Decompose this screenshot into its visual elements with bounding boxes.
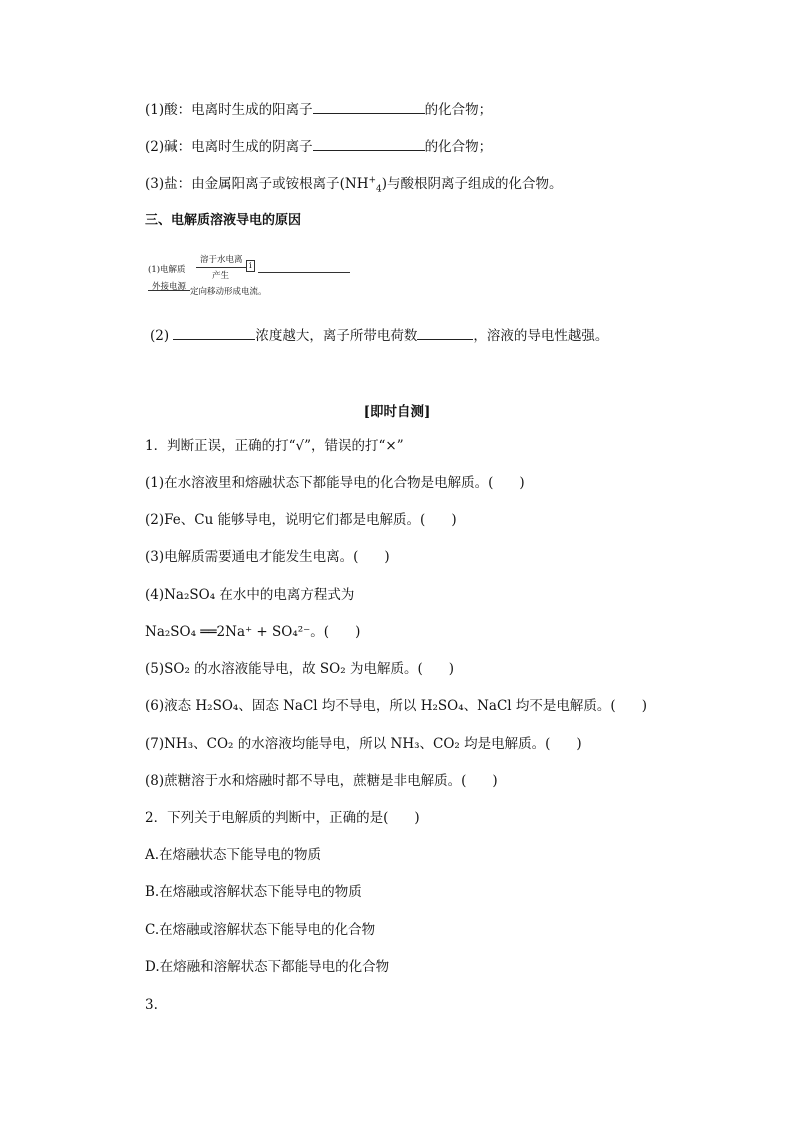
diagram-box: ⅰ bbox=[246, 260, 255, 272]
q1-item-3-text: (3)电解质需要通电才能发生电离。( bbox=[145, 549, 359, 565]
def-acid-suffix: 的化合物； bbox=[424, 102, 493, 118]
q1-item-3 bbox=[145, 548, 390, 566]
def-salt-text-b: )与酸根阴离子组成的化合物。 bbox=[381, 176, 563, 192]
close-paren: ) bbox=[451, 512, 457, 528]
def-salt-sup: + bbox=[368, 175, 377, 186]
section3-heading: 三、电解质溶液导电的原因 bbox=[145, 213, 302, 228]
q1-item-4 bbox=[145, 586, 354, 604]
diagram-tail: 定向移动形成电流。 bbox=[190, 287, 267, 297]
q1-item-7 bbox=[145, 735, 582, 753]
q2-option-d[interactable]: D.在熔融和溶解状态下都能导电的化合物 bbox=[145, 959, 390, 975]
def-base-prefix: (2)碱：电离时生成的阴离子 bbox=[145, 139, 313, 155]
blank-acid[interactable] bbox=[313, 100, 425, 114]
item2-mid: 浓度越大，离子所带电荷数 bbox=[255, 328, 418, 344]
diagram-blank-line[interactable] bbox=[258, 272, 350, 273]
q2-option-b[interactable]: B.在熔融或溶解状态下能导电的物质 bbox=[145, 884, 362, 900]
q1-item-1-text: (1)在水溶液里和熔融状态下都能导电的化合物是电解质。( bbox=[145, 475, 494, 491]
close-paren: ) bbox=[414, 810, 420, 826]
def-salt-text-a: (3)盐：由金属阳离子或铵根离子(NH bbox=[145, 176, 369, 192]
q2-stem-text: 2．下列关于电解质的判断中，正确的是( bbox=[145, 810, 389, 826]
def-salt bbox=[145, 175, 563, 193]
close-paren: ) bbox=[448, 661, 454, 677]
close-paren: ) bbox=[355, 624, 361, 640]
diagram-arrow1 bbox=[196, 267, 246, 268]
q1-item-7-text: (7)NH₃、CO₂ 的水溶液均能导电，所以 NH₃、CO₂ 均是电解质。( bbox=[145, 736, 551, 752]
q1-item-2 bbox=[145, 511, 457, 529]
q1-item-1 bbox=[145, 474, 525, 492]
def-salt-sub: 4 bbox=[376, 184, 382, 195]
diagram-above2: 外接电源 bbox=[152, 282, 187, 292]
blank-base[interactable] bbox=[313, 137, 425, 151]
q1-item-4-equation bbox=[145, 623, 360, 641]
diagram-arrow2 bbox=[148, 290, 190, 291]
diagram-label1: (1)电解质 bbox=[148, 265, 186, 275]
item2-prefix: (2) bbox=[150, 328, 170, 344]
q1-item-4-equation-text: Na₂SO₄ ══2Na⁺ + SO₄²⁻。( bbox=[145, 624, 330, 640]
diagram-above1: 溶于水电离 bbox=[200, 255, 243, 265]
q2-option-c[interactable]: C.在熔融或溶解状态下能导电的化合物 bbox=[145, 922, 376, 938]
q1-item-5 bbox=[145, 660, 454, 678]
blank-item2-a[interactable] bbox=[173, 326, 255, 340]
close-paren: ) bbox=[384, 549, 390, 565]
diagram-below1: 产生 bbox=[212, 271, 230, 281]
q1-item-2-text: (2)Fe、Cu 能够导电，说明它们都是电解质。( bbox=[145, 512, 426, 528]
blank-item2-b[interactable] bbox=[417, 326, 473, 340]
close-paren: ) bbox=[492, 773, 498, 789]
q3-stem: 3. bbox=[145, 997, 158, 1013]
q1-item-4-text: (4)Na₂SO₄ 在水中的电离方程式为 bbox=[145, 587, 355, 603]
quiz-title: [即时自测] bbox=[363, 404, 431, 420]
close-paren: ) bbox=[641, 698, 647, 714]
q2-stem bbox=[145, 809, 420, 827]
def-acid bbox=[145, 100, 492, 119]
def-acid-prefix: (1)酸：电离时生成的阳离子 bbox=[145, 102, 313, 118]
q1-item-6 bbox=[145, 697, 647, 715]
def-base bbox=[145, 137, 492, 156]
q1-item-8 bbox=[145, 772, 498, 790]
q1-item-5-text: (5)SO₂ 的水溶液能导电，故 SO₂ 为电解质。( bbox=[145, 661, 423, 677]
item2-suffix: ，溶液的导电性越强。 bbox=[473, 328, 609, 344]
q1-stem: 1．判断正误，正确的打“√”，错误的打“×” bbox=[145, 438, 404, 454]
q2-option-a[interactable]: A.在熔融状态下能导电的物质 bbox=[145, 847, 322, 863]
q1-item-6-text: (6)液态 H₂SO₄、固态 NaCl 均不导电，所以 H₂SO₄、NaCl 均不是电解质。( bbox=[145, 698, 616, 714]
def-base-suffix: 的化合物； bbox=[424, 139, 493, 155]
q1-item-8-text: (8)蔗糖溶于水和熔融时都不导电，蔗糖是非电解质。( bbox=[145, 773, 467, 789]
section3-item2 bbox=[150, 326, 608, 345]
close-paren: ) bbox=[576, 736, 582, 752]
close-paren: ) bbox=[519, 475, 525, 491]
conduction-diagram bbox=[148, 256, 368, 304]
